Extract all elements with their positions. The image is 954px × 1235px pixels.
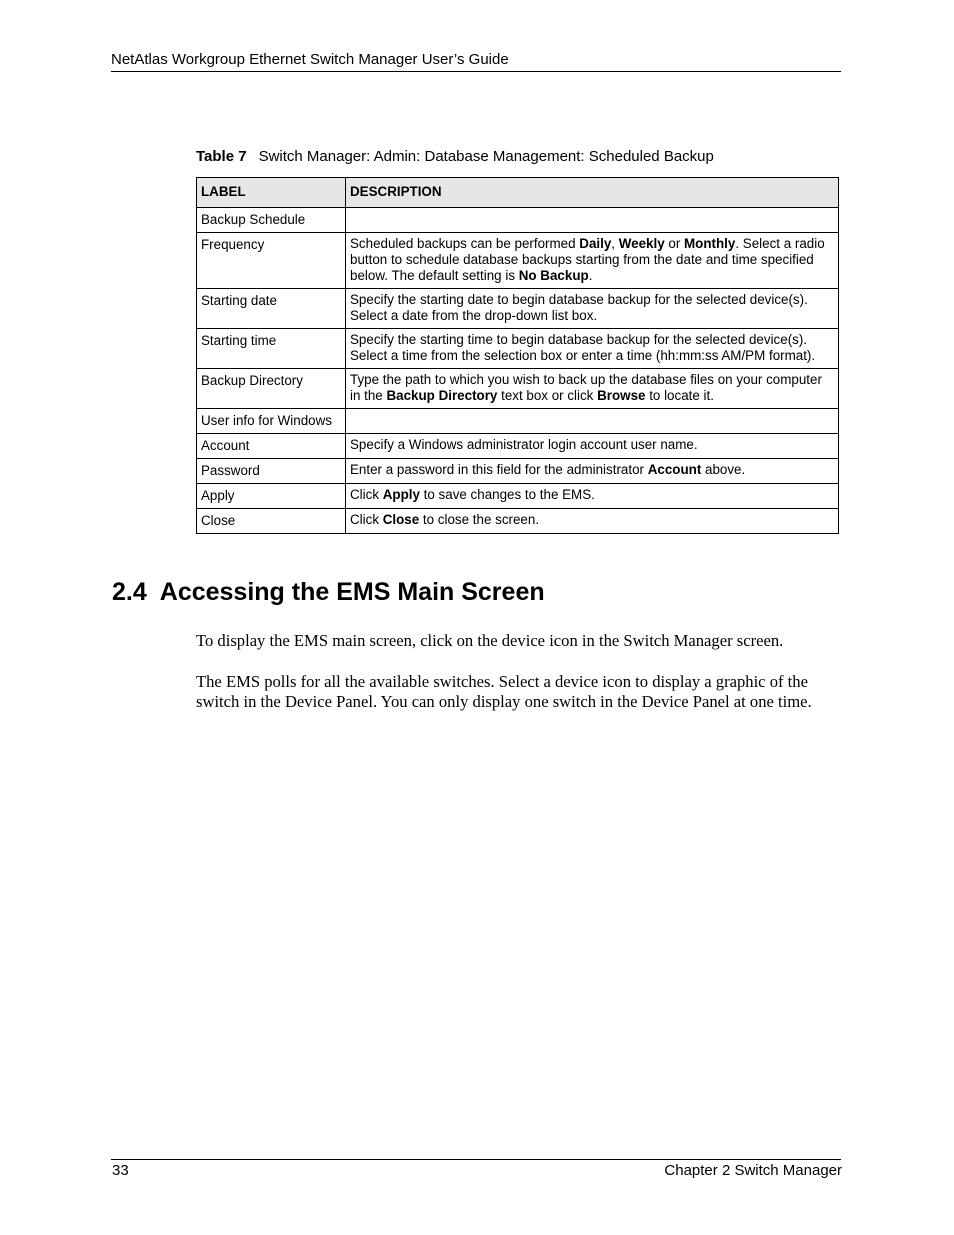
description-bold-term: Browse	[597, 388, 646, 403]
description-bold-term: Monthly	[684, 236, 736, 251]
description-text: Type the path to which you wish to back up the database files on your computer in the	[350, 372, 822, 403]
row-description	[346, 484, 839, 509]
table-row	[197, 509, 839, 534]
table-caption	[196, 148, 714, 166]
description-text: ,	[611, 236, 619, 251]
row-description	[346, 208, 839, 233]
description-text: . Select a radio button to schedule database backups starting from the date and time specified below. The default setting is	[350, 236, 825, 283]
description-bold-term: Apply	[382, 487, 420, 502]
row-label: Frequency	[197, 233, 346, 289]
scheduled-backup-table	[196, 177, 839, 534]
row-label: Apply	[197, 484, 346, 509]
row-label: Starting time	[197, 329, 346, 369]
description-bold-term: Daily	[579, 236, 612, 251]
running-header: NetAtlas Workgroup Ethernet Switch Manager User’s Guide	[111, 51, 509, 68]
section-title: Accessing the EMS Main Screen	[159, 578, 545, 606]
row-description	[346, 434, 839, 459]
description-bold-term: Account	[647, 462, 702, 477]
description-text: above.	[701, 462, 746, 477]
table-body	[197, 208, 839, 534]
body-paragraph: The EMS polls for all the available switches. Select a device icon to display a graphic of the switch in the Device Panel. You can only display one switch in the Device Panel at one time.	[196, 672, 812, 711]
description-text: Specify a Windows administrator login account user name.	[350, 437, 698, 452]
row-description	[346, 409, 839, 434]
row-description	[346, 369, 839, 409]
column-header-label: LABEL	[197, 178, 346, 208]
row-label: Account	[197, 434, 346, 459]
header-rule	[111, 71, 841, 72]
description-bold-term: Weekly	[618, 236, 665, 251]
description-text: Specify the starting time to begin database backup for the selected device(s). Select a time from the selection box or enter a time (hh:mm:ss AM/PM format).	[350, 332, 816, 363]
column-header-description: DESCRIPTION	[346, 178, 839, 208]
description-text: Click	[350, 487, 383, 502]
table-row	[197, 208, 839, 233]
table-row	[197, 329, 839, 369]
description-text: to locate it.	[645, 388, 714, 403]
section-heading	[112, 576, 545, 608]
description-text: to save changes to the EMS.	[419, 487, 595, 502]
description-text: Specify the starting date to begin database backup for the selected device(s). Select a date from the drop-down list box.	[350, 292, 808, 323]
description-bold-term: Backup Directory	[386, 388, 498, 403]
table-row	[197, 409, 839, 434]
chapter-footer: Chapter 2 Switch Manager	[664, 1162, 842, 1179]
description-text: text box or click	[497, 388, 598, 403]
footer-rule	[111, 1159, 841, 1160]
description-text: Click	[350, 512, 383, 527]
row-description	[346, 233, 839, 289]
description-bold-term: No Backup	[518, 268, 589, 283]
row-label: User info for Windows	[197, 409, 346, 434]
table-caption-text: Switch Manager: Admin: Database Management: Scheduled Backup	[258, 148, 714, 165]
table-header-row	[197, 178, 839, 208]
description-bold-term: Close	[382, 512, 420, 527]
table-row	[197, 289, 839, 329]
table-row	[197, 369, 839, 409]
row-description	[346, 289, 839, 329]
row-label: Starting date	[197, 289, 346, 329]
page-number: 33	[112, 1162, 129, 1179]
table-row	[197, 459, 839, 484]
table-row	[197, 434, 839, 459]
body-paragraph: To display the EMS main screen, click on the device icon in the Switch Manager screen.	[196, 631, 784, 650]
row-label: Backup Schedule	[197, 208, 346, 233]
row-description	[346, 459, 839, 484]
table-row	[197, 484, 839, 509]
description-text: .	[588, 268, 593, 283]
description-text: or	[664, 236, 685, 251]
row-description	[346, 509, 839, 534]
row-label: Close	[197, 509, 346, 534]
row-label: Backup Directory	[197, 369, 346, 409]
section-number: 2.4	[112, 578, 147, 606]
description-text: Scheduled backups can be performed	[350, 236, 580, 251]
row-label: Password	[197, 459, 346, 484]
table-caption-label: Table 7	[196, 148, 247, 165]
description-text: Enter a password in this field for the administrator	[350, 462, 648, 477]
row-description	[346, 329, 839, 369]
table-row	[197, 233, 839, 289]
description-text: to close the screen.	[419, 512, 540, 527]
